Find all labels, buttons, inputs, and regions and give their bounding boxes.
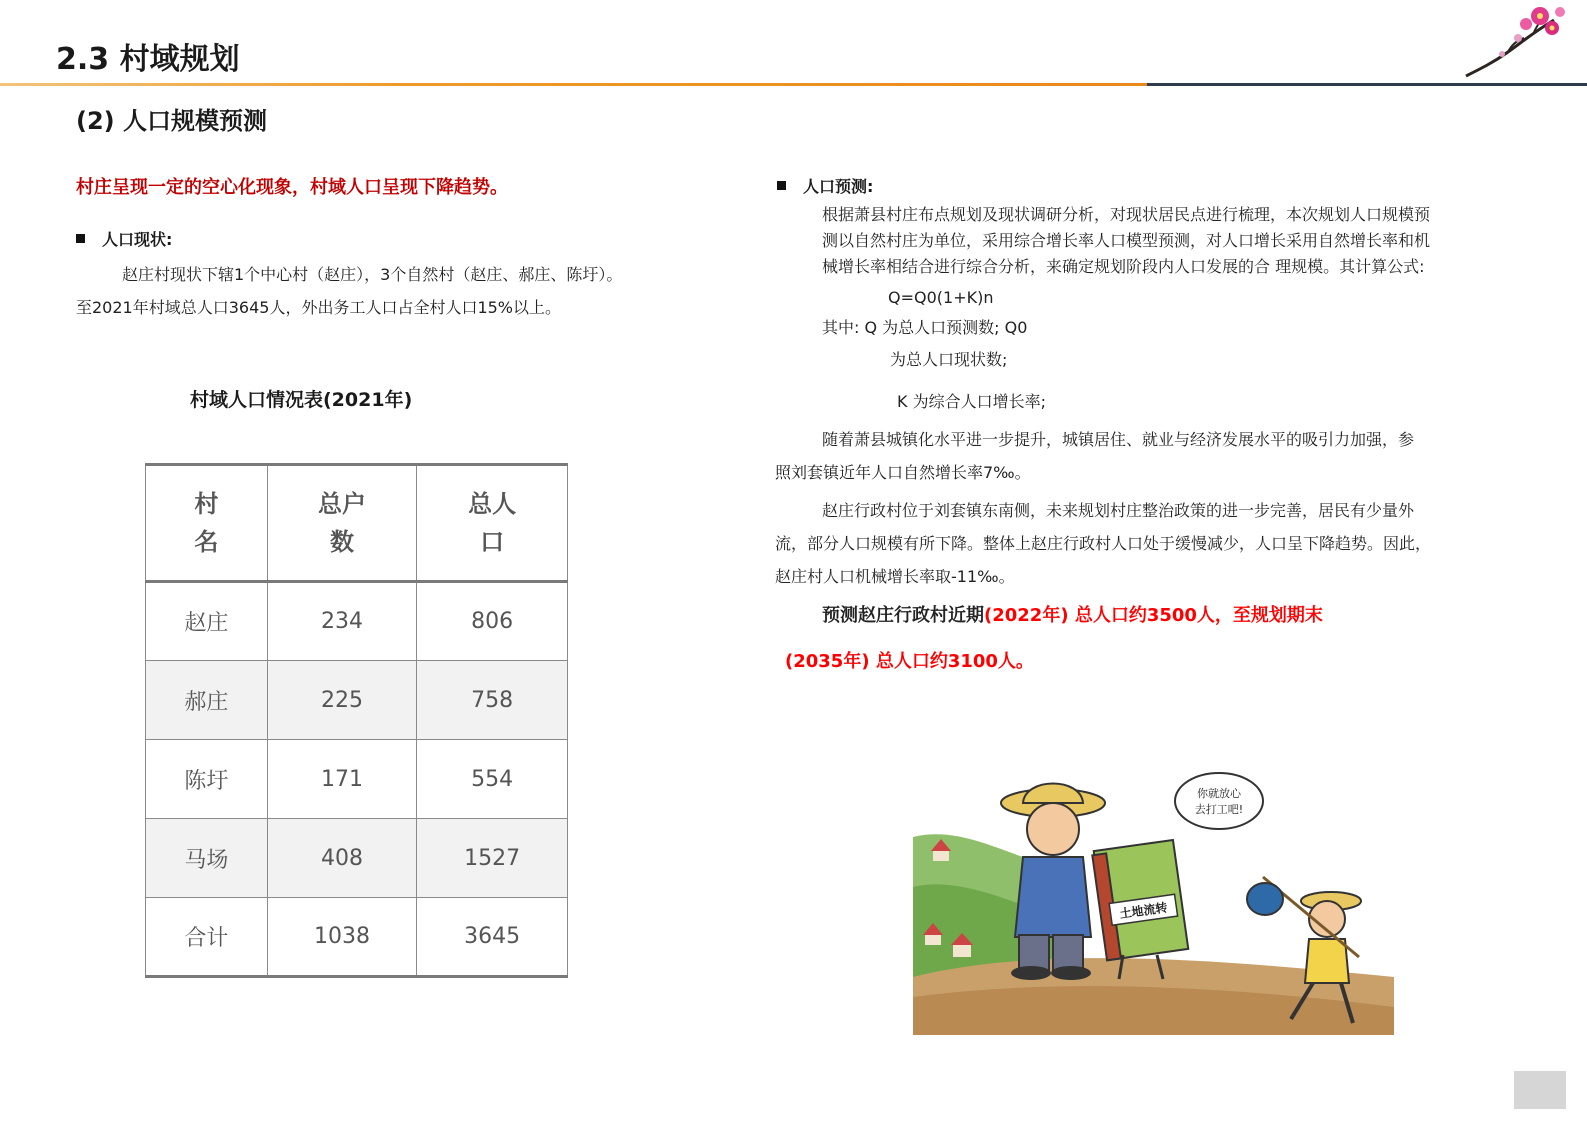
bubble-text-1: 你就放心 [1197,787,1241,800]
table-cell-households: 225 [267,661,417,740]
cartoon-sign-text: 土地流转 [1118,900,1169,922]
table-cell-population: 554 [417,740,568,819]
method-line: 根据萧县村庄布点规划及现状调研分析，对现状居民点进行梳理，本次规划人口规模预 [822,205,1431,224]
mechanical-rate-line-1: 赵庄行政村位于刘套镇东南侧，未来规划村庄整治政策的进一步完善，居民有少量外 [822,501,1415,520]
table-row [146,661,568,740]
table-cell-population: 806 [417,582,568,661]
population-table [145,463,568,978]
forecast-heading-label: 人口预测: [803,177,874,196]
status-heading-label: 人口现状: [102,230,173,249]
land-transfer-cartoon [913,767,1394,1035]
formula-where-1: 其中: Q 为总人口预测数; Q0 [822,318,1028,337]
method-line: 测以自然村庄为单位，采用综合增长率人口模型预测，对人口增长采用自然增长率和机 [822,231,1431,250]
key-finding: 村庄呈现一定的空心化现象，村域人口呈现下降趋势。 [76,177,508,198]
table-cell-population: 758 [417,661,568,740]
natural-rate-line-2: 照刘套镇近年人口自然增长率7‰。 [775,463,1031,482]
conclusion-near-term: (2022年) 总人口约3500人，至规划期末 [984,605,1323,626]
formula-where-2: 为总人口现状数; [890,350,1008,369]
table-header-row [146,465,568,582]
table-cell-population: 1527 [417,819,568,898]
status-line-2: 至2021年村域总人口3645人，外出务工人口占全村人口15%以上。 [76,298,562,317]
table-header-cell: 总人口 [417,465,568,582]
table-header-cell: 村名 [146,465,268,582]
table-cell-households: 234 [267,582,417,661]
bullet-square-icon [76,234,85,243]
subsection-title: (2) 人口规模预测 [76,107,267,135]
table-cell-village: 合计 [146,898,268,977]
plum-blossom-icon [1462,2,1572,82]
method-paragraph [822,202,1430,280]
formula: Q=Q0(1+K)n [888,288,994,307]
conclusion-line-1 [822,599,1323,632]
table-cell-village: 郝庄 [146,661,268,740]
table-cell-households: 1038 [267,898,417,977]
section-title: 2.3 村域规划 [56,42,240,77]
bullet-square-icon [777,181,786,190]
table-cell-households: 408 [267,819,417,898]
status-line-1: 赵庄村现状下辖1个中心村（赵庄），3个自然村（赵庄、郝庄、陈圩）。 [122,265,623,284]
bubble-text-2: 去打工吧! [1194,803,1244,816]
forecast-heading [777,174,873,197]
method-line: 械增长率相结合进行综合分析，来确定规划阶段内人口发展的合 理规模。其计算公式: [822,257,1425,276]
table-row [146,740,568,819]
header-rule-dark [1147,83,1587,86]
table-row [146,582,568,661]
mechanical-rate-line-2: 流，部分人口规模有所下降。整体上赵庄行政村人口处于缓慢减少，人口呈下降趋势。因此， [775,534,1432,553]
conclusion-line-2: (2035年) 总人口约3100人。 [785,651,1034,672]
table-cell-village: 陈圩 [146,740,268,819]
natural-rate-line-1: 随着萧县城镇化水平进一步提升，城镇居住、就业与经济发展水平的吸引力加强，参 [822,430,1415,449]
table-cell-village: 马场 [146,819,268,898]
table-total-row [146,898,568,977]
table-cell-households: 171 [267,740,417,819]
table-cell-population: 3645 [417,898,568,977]
table-title: 村域人口情况表(2021年) [190,389,413,411]
formula-where-3: K 为综合人口增长率; [897,392,1046,411]
table-header-cell: 总户数 [267,465,417,582]
conclusion-lead: 预测赵庄行政村近期 [822,605,984,626]
table-row [146,819,568,898]
table-cell-village: 赵庄 [146,582,268,661]
status-heading [76,227,172,250]
mechanical-rate-line-3: 赵庄村人口机械增长率取-11‰。 [775,567,1015,586]
header-rule-orange [0,83,1147,86]
page-number-box [1514,1071,1566,1109]
